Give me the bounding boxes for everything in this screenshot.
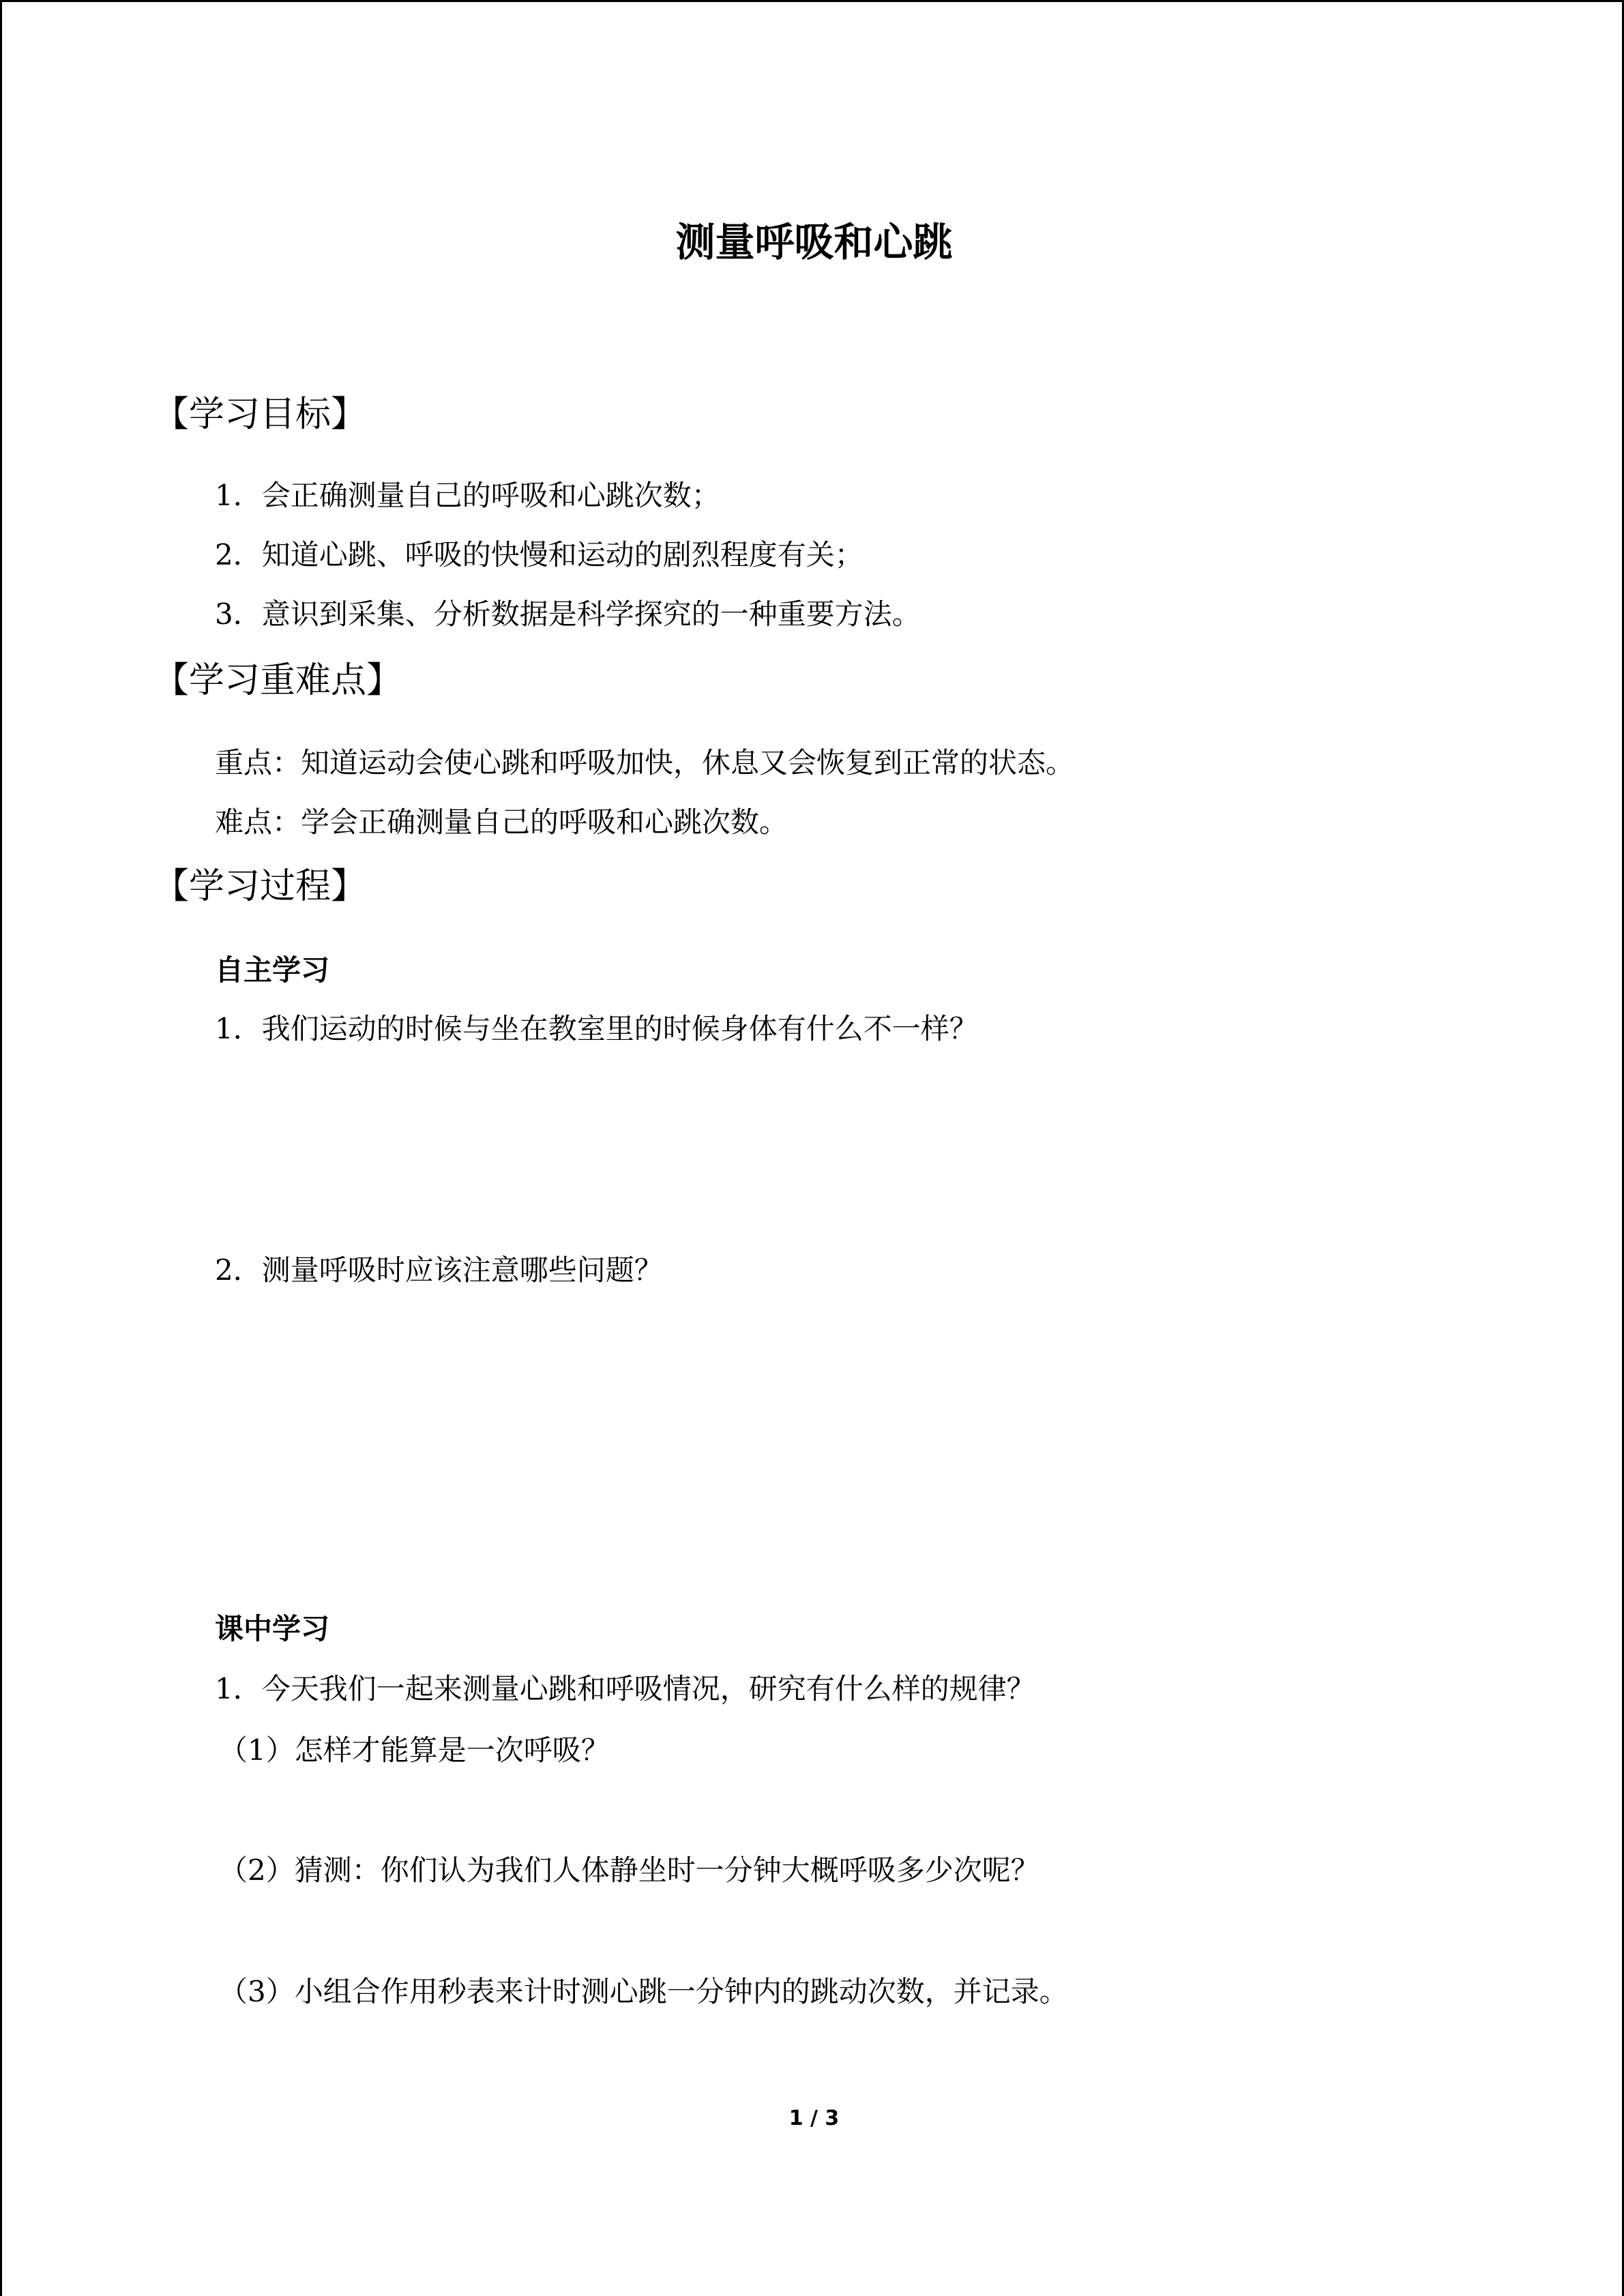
self-study-question-1: 1．我们运动的时候与坐在教室里的时候身体有什么不一样？ <box>215 1012 978 1045</box>
self-study-question-2: 2．测量呼吸时应该注意哪些问题？ <box>215 1253 663 1287</box>
document-title: 测量呼吸和心跳 <box>675 219 953 265</box>
sub-heading-class-study: 课中学习 <box>215 1612 330 1645</box>
class-study-question-1: 1．今天我们一起来测量心跳和呼吸情况，研究有什么样的规律？ <box>215 1672 1035 1705</box>
section-heading-key-points: 【学习重难点】 <box>153 660 402 701</box>
page-number: 1 / 3 <box>788 2106 840 2130</box>
section-heading-objectives: 【学习目标】 <box>153 394 367 435</box>
objective-item-1: 1．会正确测量自己的呼吸和心跳次数； <box>215 479 720 512</box>
sub-heading-self-study: 自主学习 <box>215 953 330 987</box>
class-study-sub-question-1: （1）怎样才能算是一次呼吸？ <box>219 1733 610 1767</box>
objective-item-3: 3．意识到采集、分析数据是科学探究的一种重要方法。 <box>215 597 921 631</box>
key-point-difficulty: 难点：学会正确测量自己的呼吸和心跳次数。 <box>215 805 788 839</box>
objective-item-2: 2．知道心跳、呼吸的快慢和运动的剧烈程度有关； <box>215 538 863 571</box>
section-heading-process: 【学习过程】 <box>153 866 367 907</box>
key-point-focus: 重点：知道运动会使心跳和呼吸加快，休息又会恢复到正常的状态。 <box>215 746 1075 779</box>
class-study-sub-question-3: （3）小组合作用秒表来计时测心跳一分钟内的跳动次数，并记录。 <box>219 1975 1068 2008</box>
class-study-sub-question-2: （2）猜测：你们认为我们人体静坐时一分钟大概呼吸多少次呢？ <box>219 1853 1039 1887</box>
